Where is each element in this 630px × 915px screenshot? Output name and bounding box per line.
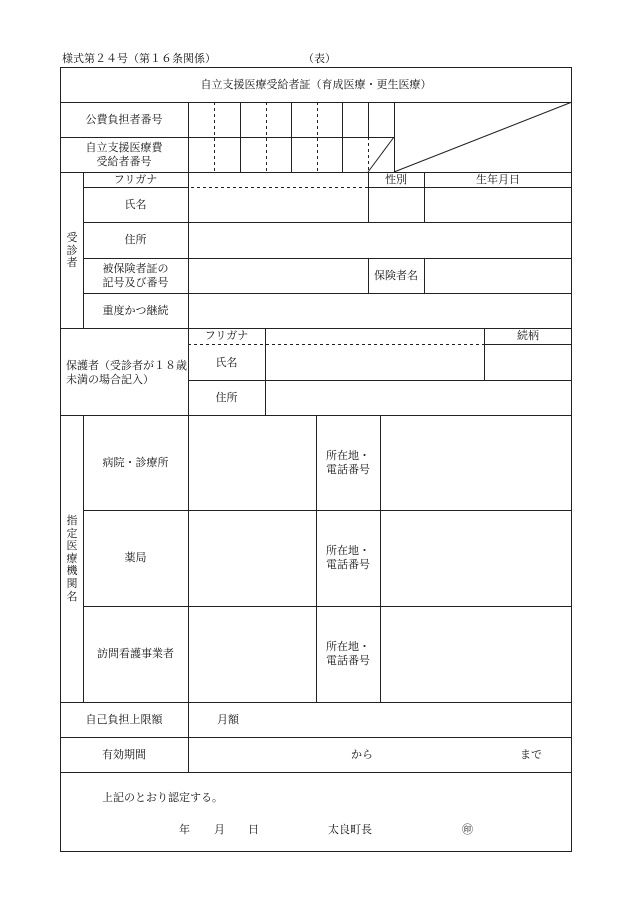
payer-number-label: 公費負担者番号 [85,113,163,126]
insurance-card-label: 被保険者証の 記号及び番号 [102,262,169,289]
year-label: 年 [179,823,190,836]
seal-mark: ㊞ [462,823,473,836]
pharmacy-location-phone-label: 所在地・ 電話番号 [326,544,370,571]
form-number: 様式第２４号（第１６条関係） [62,52,216,65]
hospital-label: 病院・診療所 [102,456,169,469]
recipient-number-label: 自立支援医療費 受給者番号 [85,141,163,168]
until-label: まで [520,748,542,761]
address-label: 住所 [124,233,147,246]
nursing-location-phone-label: 所在地・ 電話番号 [326,640,370,667]
validity-label: 有効期間 [102,748,146,761]
guardian-address-label: 住所 [215,391,238,404]
issuer-label: 太良町長 [328,823,372,836]
form-title: 自立支援医療受給者証（育成医療・更生医療） [200,78,432,91]
guardian-furigana-label: フリガナ [204,329,249,342]
guardian-name-label: 氏名 [215,356,238,369]
day-label: 日 [248,823,259,836]
from-label: から [351,748,373,761]
patient-section-label: 受診者 [66,231,78,270]
certify-text: 上記のとおり認定する。 [102,791,223,804]
nursing-label: 訪問看護事業者 [97,647,174,660]
pharmacy-label: 薬局 [124,551,147,564]
copay-limit-label: 自己負担上限額 [85,713,163,726]
monthly-label: 月額 [217,713,239,726]
hospital-location-phone-label: 所在地・ 電話番号 [326,449,370,476]
month-label: 月 [214,823,225,836]
institution-section-label: 指定医療機関名 [66,514,78,603]
name-label: 氏名 [124,198,147,211]
severe-continuous-label: 重度かつ継続 [102,304,169,317]
guardian-label: 保護者（受診者が１８歳 未満の場合記入） [66,359,187,386]
form-side: （表） [303,52,336,65]
insurer-name-label: 保険者名 [374,269,418,282]
birthdate-label: 生年月日 [476,173,520,186]
relationship-label: 続柄 [517,329,539,342]
sex-label: 性別 [385,173,407,186]
furigana-label: フリガナ [113,173,158,186]
